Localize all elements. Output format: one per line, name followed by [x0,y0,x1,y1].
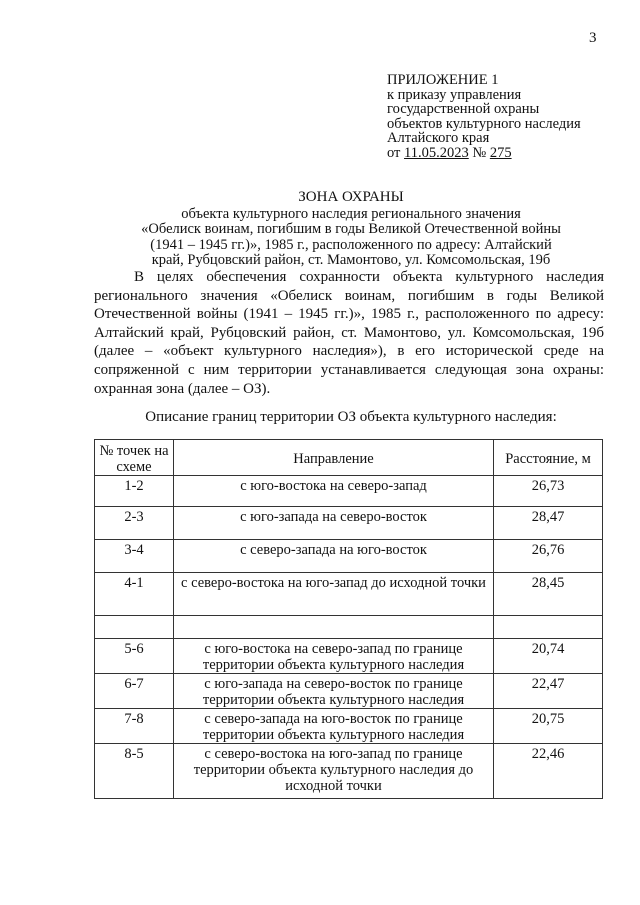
cell-points: 3-4 [95,540,174,573]
cell-direction: с юго-востока на северо-запад [174,476,494,507]
cell-direction: с северо-востока на юго-запад до исходной точки [174,573,494,616]
cell-distance: 26,76 [494,540,603,573]
table-header-row [95,440,603,476]
cell-direction: с северо-запада на юго-восток по границе территории объекта культурного наследия [174,709,494,744]
table-row [95,674,603,709]
cell-distance: 28,47 [494,507,603,540]
heading-line: «Обелиск воинам, погибшим в годы Великой Отечественной войны [141,221,561,237]
cell-direction: с северо-востока на юго-запад по границе территории объекта культурного наследия до исходной точки [174,744,494,799]
cell-direction: с северо-запада на юго-восток [174,540,494,573]
cell-distance: 26,73 [494,476,603,507]
cell-points: 5-6 [95,639,174,674]
cell-direction: с юго-запада на северо-восток [174,507,494,540]
table-row [95,639,603,674]
cell-distance: 20,74 [494,639,603,674]
appendix-line: объектов культурного наследия [387,115,581,132]
header-direction: Направление [174,440,494,476]
cell-distance: 20,75 [494,709,603,744]
cell-points: 8-5 [95,744,174,799]
table-caption: Описание границ территории ОЗ объекта культурного наследия: [145,409,557,425]
order-date: 11.05.2023 [404,144,469,161]
cell-distance: 28,45 [494,573,603,616]
order-number-sign: № [472,144,487,161]
appendix-title: ПРИЛОЖЕНИЕ 1 [387,72,499,88]
header-distance: Расстояние, м [494,440,603,476]
table-row [95,616,603,639]
table-row [95,476,603,507]
document-title: ЗОНА ОХРАНЫ [298,189,404,205]
appendix-line: государственной охраны [387,101,540,117]
header-points: № точек на схеме [95,440,174,476]
table-row [95,540,603,573]
cell-distance [494,616,603,639]
order-reference [387,146,581,161]
appendix-line: к приказу управления [387,86,522,103]
heading-line: (1941 – 1945 гг.)», 1985 г., расположенного по адресу: Алтайский [150,236,552,253]
cell-distance: 22,47 [494,674,603,709]
heading-line: край, Рубцовский район, ст. Мамонтово, ул. Комсомольская, 19б [151,252,551,268]
cell-points: 6-7 [95,674,174,709]
table-row [95,744,603,799]
cell-points: 1-2 [95,476,174,507]
cell-points: 4-1 [95,573,174,616]
cell-direction: с юго-востока на северо-запад по границе территории объекта культурного наследия [174,639,494,674]
body-paragraph: В целях обеспечения сохранности объекта культурного наследия регионального значения «Обелиск воинам, погибшим в годы Великой Отечественной войны (1941 – 1945 гг.)», 1985 г., расположенного по адресу: Алтайский край, Рубцовский район, ст. Мамонтово, ул. Комсомольская, 19б (далее – «объект культурного наследия»), в его исторической среде на сопряженной с ним территории устанавливается следующая зона охраны: охранная зона (далее – ОЗ). [94,269,604,397]
page-number: 3 [589,30,597,46]
cell-direction: с юго-запада на северо-восток по границе территории объекта культурного наследия [174,674,494,709]
order-number: 275 [489,144,512,161]
appendix-line: Алтайского края [387,130,490,146]
cell-direction [174,616,494,639]
cell-points [95,616,174,639]
order-prefix: от [387,144,401,161]
appendix-block [387,73,581,160]
heading-block [96,190,606,269]
cell-distance: 22,46 [494,744,603,799]
cell-points: 7-8 [95,709,174,744]
table-row [95,573,603,616]
cell-points: 2-3 [95,507,174,540]
boundary-table [94,439,603,799]
table-row [95,507,603,540]
table-row [95,709,603,744]
heading-line: объекта культурного наследия регионального значения [181,205,521,222]
